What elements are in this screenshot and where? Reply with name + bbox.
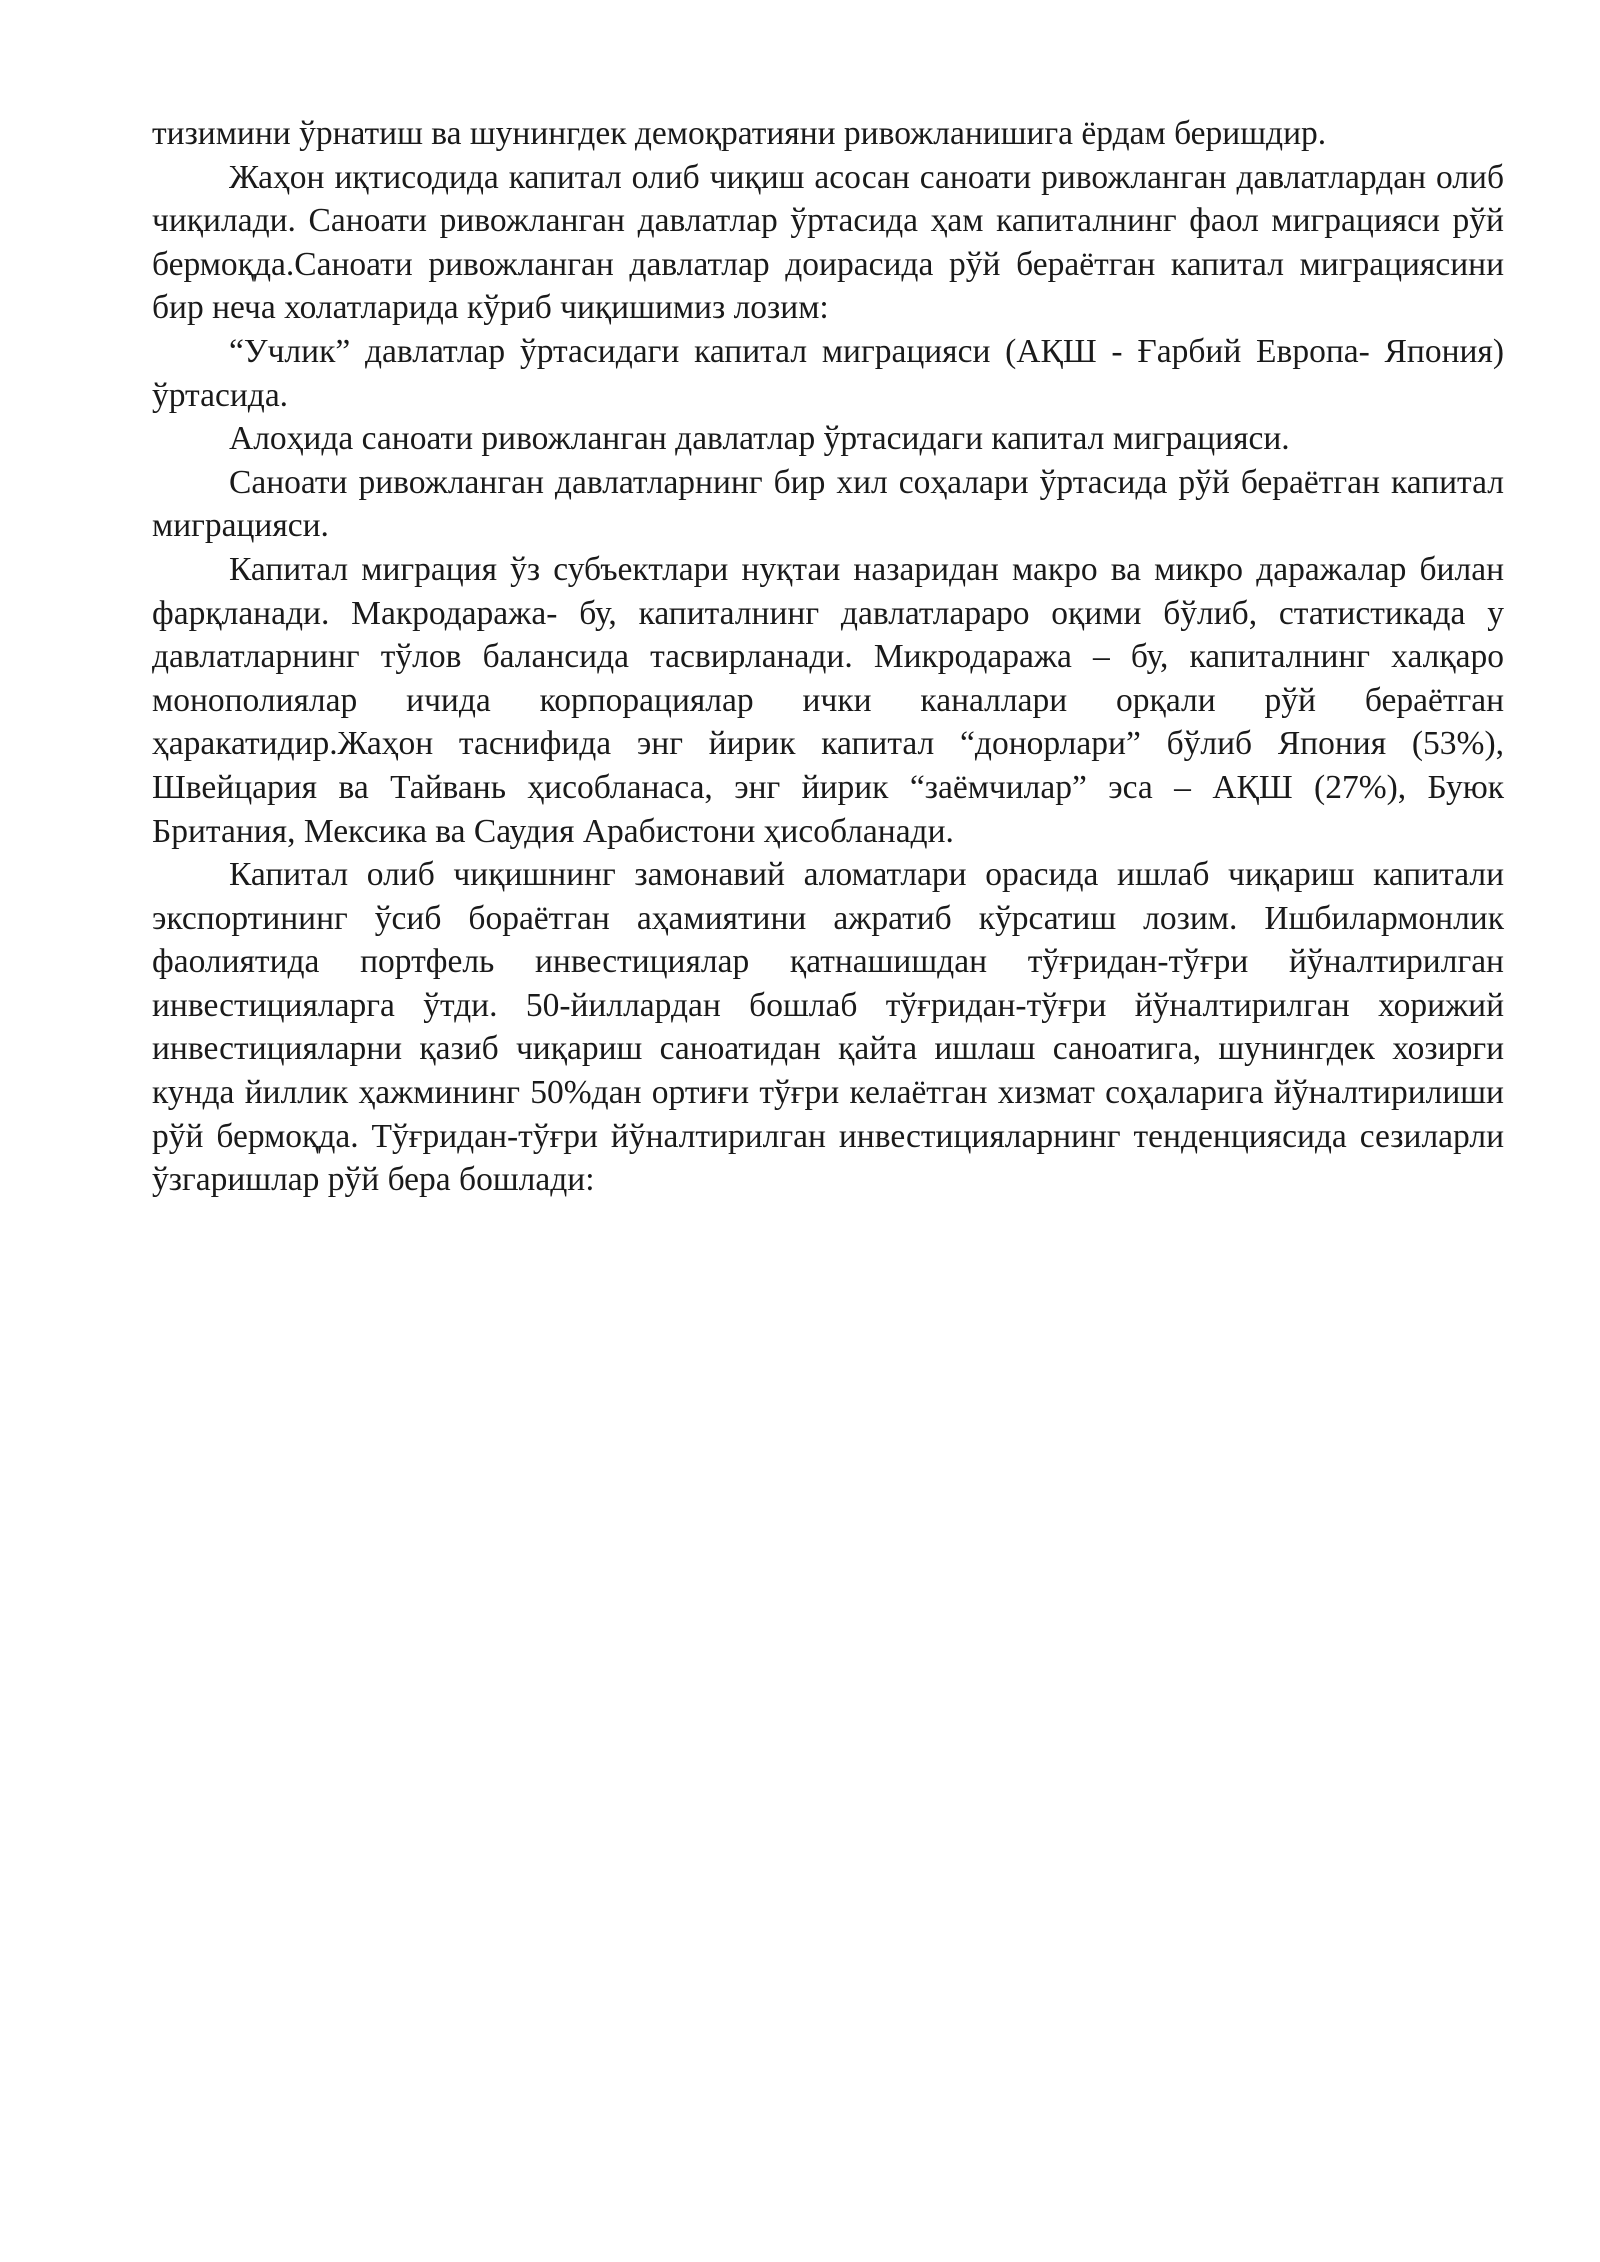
paragraph-6: Капитал миграция ўз субъектлари нуқтаи назаридан макро ва микро даражалар билан фарқланади. Макродаража- бу, капиталнинг давлатлараро оқими бўлиб, статистикада у давлатларнинг тўлов балансида тасвирланади. Микродаража – бу, капиталнинг халқаро монополиялар ичида корпорациялар ички каналлари орқали рўй бераётган ҳаракатидир.Жаҳон таснифида энг йирик капитал “донорлари” бўлиб Япония (53%), Швейцария ва Тайвань ҳисобланаса, энг йирик “заёмчилар” эса – АҚШ (27%), Буюк Британия, Мексика ва Саудия Арабистони ҳисобланади. [152, 550, 1504, 850]
paragraph-7: Капитал олиб чиқишнинг замонавий аломатлари орасида ишлаб чиқариш капитали экспортининг ўсиб бораётган аҳамиятини ажратиб кўрсатиш лозим. Ишбилармонлик фаолиятида портфель инвестициялар қатнашишдан тўғридан-тўғри йўналтирилган инвестицияларга ўтди. 50-йиллардан бошлаб тўғридан-тўғри йўналтирилган хорижий инвестицияларни қазиб чиқариш саноатидан қайта ишлаш саноатига, шунингдек хозирги кунда йиллик ҳажмининг 50%дан ортиғи тўғри келаётган хизмат соҳаларига йўналтирилиши рўй бермоқда. Тўғридан-тўғри йўналтирилган инвестицияларнинг тенденциясида сезиларли ўзгаришлар рўй бера бошлади: [152, 856, 1504, 1199]
paragraph-2: Жаҳон иқтисодида капитал олиб чиқиш асосан саноати ривожланган давлатлардан олиб чиқилади. Саноати ривожланган давлатлар ўртасида ҳам капиталнинг фаол миграцияси рўй бермоқда.Саноати ривожланган давлатлар доирасида рўй бераётган капитал миграциясини бир неча холатларида кўриб чиқишимиз лозим: [152, 158, 1504, 327]
paragraph-1: тизимини ўрнатиш ва шунингдек демоқратияни ривожланишига ёрдам беришдир. [152, 115, 1327, 152]
paragraph-5: Саноати ривожланган давлатларнинг бир хил соҳалари ўртасида рўй бераётган капитал миграцияси. [152, 463, 1504, 545]
paragraph-4: Алоҳида саноати ривожланган давлатлар ўртасидаги капитал миграцияси. [229, 420, 1290, 458]
document-page [152, 112, 1504, 1202]
paragraph-3: “Учлик” давлатлар ўртасидаги капитал миграцияси (АҚШ - Ғарбий Европа- Япония) ўртасида. [152, 332, 1504, 414]
